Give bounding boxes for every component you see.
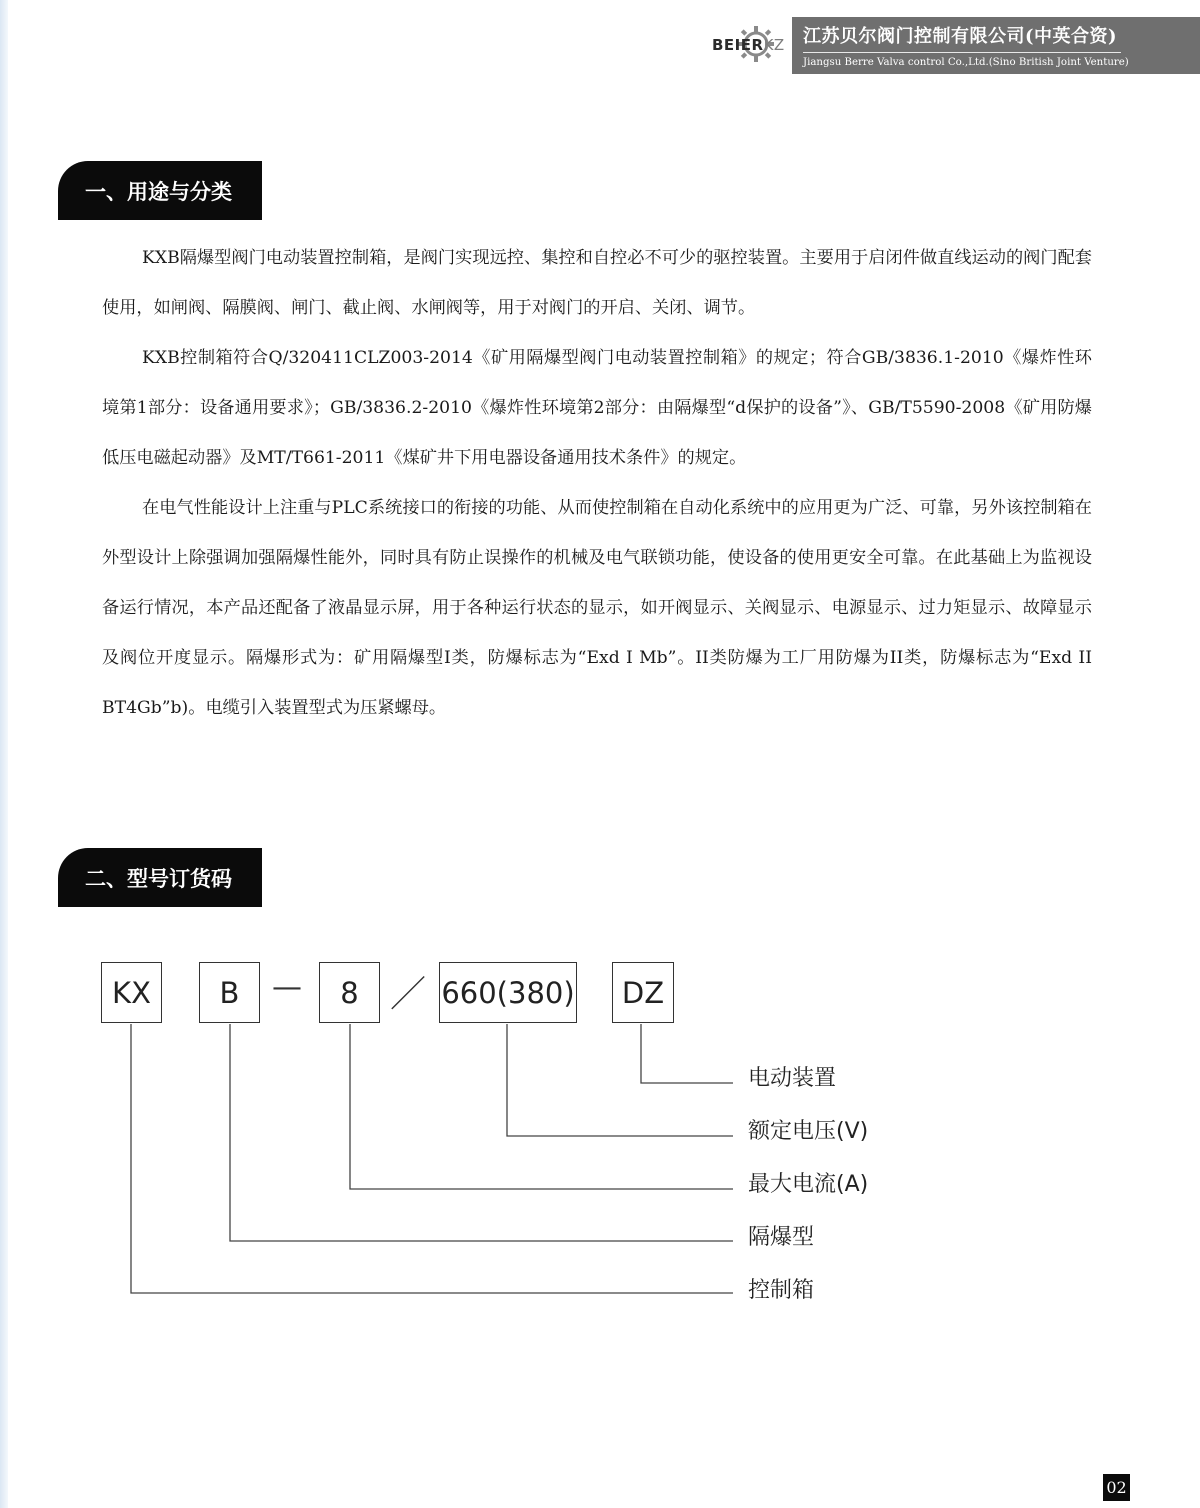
page-edge-strip [0, 0, 8, 1508]
section-heading-usage: 一、用途与分类 [58, 161, 262, 220]
code-slash: ／ [390, 974, 427, 1015]
code-box-b: B [199, 962, 260, 1023]
code-box-current: 8 [319, 962, 380, 1023]
code-box-voltage: 660(380) [439, 962, 577, 1023]
code-dash: — [272, 970, 302, 1005]
logo-suffix-text: KZ [763, 36, 785, 54]
paragraph-standards: KXB控制箱符合Q/320411CLZ003-2014《矿用隔爆型阀门电动装置控制箱》的规定；符合GB/3836.1-2010《爆炸性环境第1部分：设备通用要求》；GB/3836.2-2010《爆炸性环境第2部分：由隔爆型“d保护的设备”》、GB/T5590-2008《矿用防爆低压电磁起动器》及MT/T661-2011《煤矿井下用电器设备通用技术条件》的规定。 [102, 348, 1092, 468]
banner-divider [803, 52, 1121, 53]
code-box-dz: DZ [612, 962, 674, 1023]
section-heading-underline [58, 905, 262, 907]
legend-rated-voltage: 额定电压(V) [748, 1119, 869, 1144]
page-number: 02 [1103, 1474, 1130, 1501]
paragraph-purpose: KXB隔爆型阀门电动装置控制箱，是阀门实现远控、集控和自控必不可少的驱控装置。主要用于启闭件做直线运动的阀门配套使用，如闸阀、隔膜阀、闸门、截止阀、水闸阀等，用于对阀门的开启、关闭、调节。 [102, 248, 1092, 318]
code-box-kx: KX [101, 962, 162, 1023]
company-name-cn: 江苏贝尔阀门控制有限公司(中英合资) [803, 26, 1118, 47]
paragraph-features: 在电气性能设计上注重与PLC系统接口的衔接的功能、从而使控制箱在自动化系统中的应用更为广泛、可靠，另外该控制箱在外型设计上除强调加强隔爆性能外，同时具有防止误操作的机械及电气联锁功能，使设备的使用更安全可靠。在此基础上为监视设备运行情况，本产品还配备了液晶显示屏，用于各种运行状态的显示，如开阀显示、关阀显示、电源显示、过力矩显示、故障显示及阀位开度显示。隔爆形式为：矿用隔爆型Ⅰ类，防爆标志为“Exd I Mb”。II类防爆为工厂用防爆为II类，防爆标志为“Exd II BT4Gb”b)。电缆引入装置型式为压紧螺母。 [102, 498, 1092, 718]
legend-electric-device: 电动装置 [748, 1066, 837, 1091]
section-heading-underline [58, 218, 262, 220]
company-banner [792, 17, 1200, 74]
section-heading-order-code: 二、型号订货码 [58, 848, 262, 907]
legend-max-current: 最大电流(A) [748, 1172, 869, 1197]
company-logo [708, 22, 792, 68]
legend-explosion-proof: 隔爆型 [748, 1225, 815, 1250]
legend-control-box: 控制箱 [748, 1278, 815, 1303]
logo-main-text: BEIER [712, 36, 764, 54]
company-name-en: Jiangsu Berre Valva control Co.,Ltd.(Sino British Joint Venture) [803, 57, 1129, 68]
